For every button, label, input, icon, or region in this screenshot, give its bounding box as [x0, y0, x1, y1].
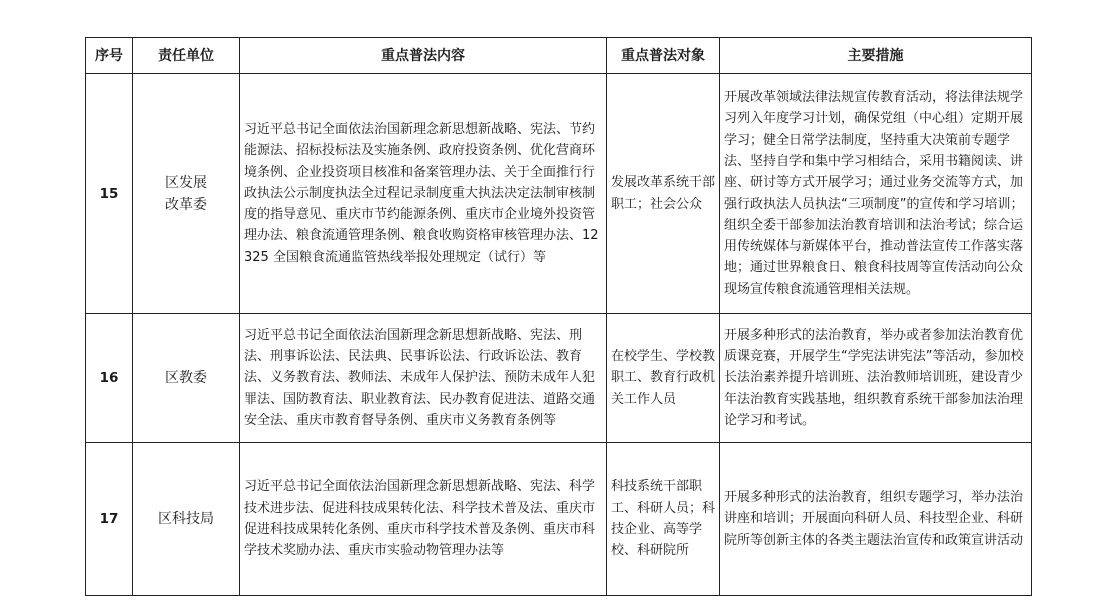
row-unit-line1: 区教委 [165, 370, 207, 386]
row-seq: 17 [86, 443, 133, 596]
row-seq: 16 [86, 314, 133, 443]
header-unit: 责任单位 [133, 38, 240, 74]
row-unit-line1: 区发展 [165, 174, 207, 191]
row-unit-line2: 改革委 [165, 196, 207, 213]
row-target: 发展改革系统干部职工；社会公众 [607, 74, 720, 314]
row-content: 习近平总书记全面依法治国新理念新思想新战略、宪法、科学技术进步法、促进科技成果转化法、科学技术普及法、重庆市促进科技成果转化条例、重庆市科学技术普及条例、重庆市科学技术奖励办法、重庆市实验动物管理办法等 [240, 443, 607, 596]
table-row [86, 314, 1032, 443]
row-seq: 15 [86, 74, 133, 314]
header-measures: 主要措施 [720, 38, 1032, 74]
row-target: 在校学生、学校教职工、教育行政机关工作人员 [607, 314, 720, 443]
table-row [86, 443, 1032, 596]
row-target: 科技系统干部职工、科研人员；科技企业、高等学校、科研院所 [607, 443, 720, 596]
row-measures: 开展改革领域法律法规宣传教育活动，将法律法规学习列入年度学习计划，确保党组（中心组）定期开展学习；健全日常学法制度，坚持重大决策前专题学法、坚持自学和集中学习相结合，采用书籍阅读、讲座、研讨等方式开展学习；通过业务交流等方式，加强行政执法人员执法“三项制度”的宣传和学习培训；组织全委干部参加法治教育培训和法治考试；综合运用传统媒体与新媒体平台，推动普法宣传工作落实落地；通过世界粮食日、粮食科技周等宣传活动向公众现场宣传粮食流通管理相关法规。 [720, 74, 1032, 314]
row-unit [133, 74, 240, 314]
row-content: 习近平总书记全面依法治国新理念新思想新战略、宪法、刑法、刑事诉讼法、民法典、民事诉讼法、行政诉讼法、教育法、义务教育法、教师法、未成年人保护法、预防未成年人犯罪法、国防教育法、职业教育法、民办教育促进法、道路交通安全法、重庆市教育督导条例、重庆市义务教育条例等 [240, 314, 607, 443]
header-target: 重点普法对象 [607, 38, 720, 74]
普法-responsibility-table [85, 37, 1032, 596]
row-unit [133, 443, 240, 596]
header-seq: 序号 [86, 38, 133, 74]
row-measures: 开展多种形式的法治教育，组织专题学习，举办法治讲座和培训；开展面向科研人员、科技型企业、科研院所等创新主体的各类主题法治宣传和政策宣讲活动 [720, 443, 1032, 596]
header-content: 重点普法内容 [240, 38, 607, 74]
row-unit [133, 314, 240, 443]
row-content: 习近平总书记全面依法治国新理念新思想新战略、宪法、节约能源法、招标投标法及实施条例、政府投资条例、优化营商环境条例、企业投资项目核准和备案管理办法、关于全面推行行政执法公示制度执法全过程记录制度重大执法决定法制审核制度的指导意见、重庆市节约能源条例、重庆市企业境外投资管理办法、粮食流通管理条例、粮食收购资格审核管理办法、12325 全国粮食流通监管热线举报处理规定（试行）等 [240, 74, 607, 314]
table-header-row [86, 38, 1032, 74]
table-row [86, 74, 1032, 314]
row-measures: 开展多种形式的法治教育，举办或者参加法治教育优质课竞赛，开展学生“学宪法讲宪法”等活动，参加校长法治素养提升培训班、法治教师培训班，建设青少年法治教育实践基地，组织教育系统干部参加法治理论学习和考试。 [720, 314, 1032, 443]
row-unit-line1: 区科技局 [158, 511, 214, 527]
